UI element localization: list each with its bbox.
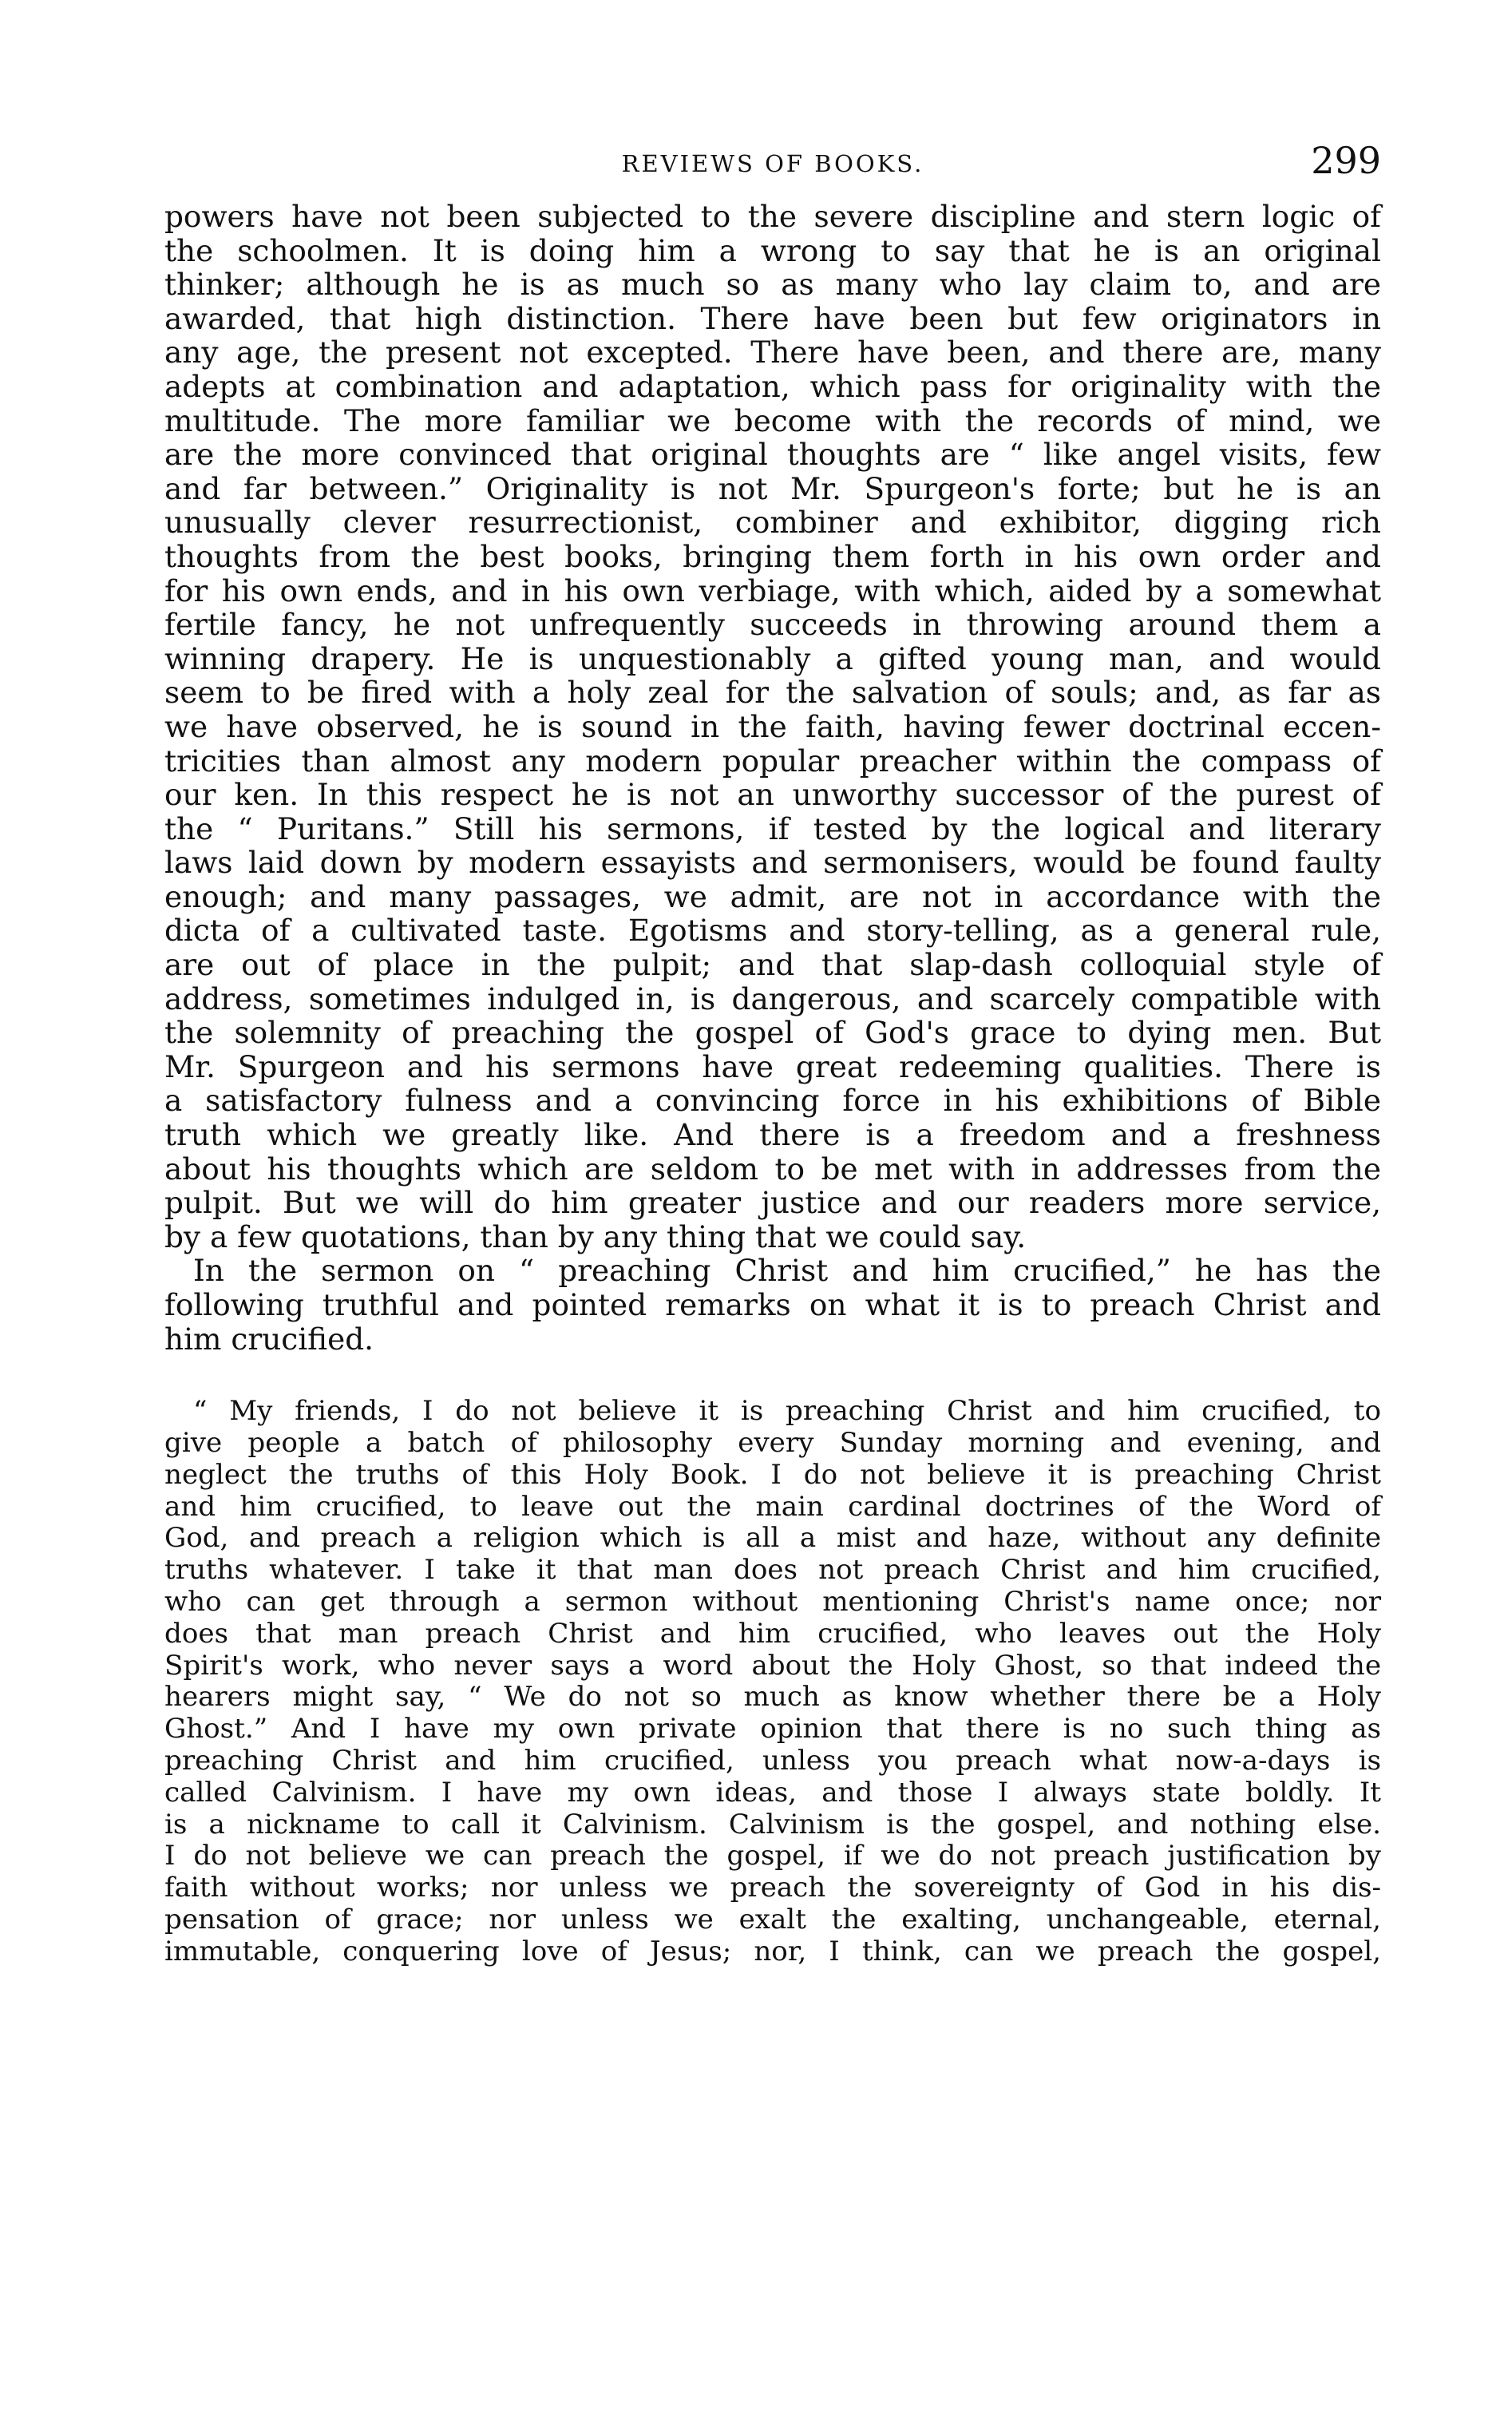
text-line: thinker; although he is as much so as many who lay claim to, and are — [164, 267, 1381, 303]
quote-line: Ghost.” And I have my own private opinion that there is no such thing as — [164, 1713, 1381, 1745]
quote-line: who can get through a sermon without mentioning Christ's name once; nor — [164, 1585, 1381, 1618]
text-line: awarded, that high distinction. There have been but few originators in — [164, 300, 1381, 336]
text-line: truth which we greatly like. And there is a freedom and a freshness — [164, 1117, 1381, 1153]
body-text — [164, 200, 1381, 1356]
quote-line: God, and preach a religion which is all a mist and haze, without any definite — [164, 1522, 1381, 1555]
running-head: REVIEWS OF BOOKS. — [621, 150, 924, 177]
quote-line: faith without works; nor unless we preach the sovereignty of God in his dis- — [164, 1872, 1381, 1904]
page-header — [164, 136, 1381, 200]
text-line: we have observed, he is sound in the faith, having fewer doctrinal eccen- — [164, 708, 1381, 744]
text-line: for his own ends, and in his own verbiage, with which, aided by a somewhat — [164, 573, 1381, 608]
page-number: 299 — [1311, 139, 1381, 182]
text-line: are the more convinced that original thoughts are “ like angel visits, few — [164, 437, 1381, 473]
quote-line: pensation of grace; nor unless we exalt the exalting, unchangeable, eternal, — [164, 1903, 1381, 1936]
quote-line: hearers might say, “ We do not so much as know whether there be a Holy — [164, 1681, 1381, 1714]
quote-line: neglect the truths of this Holy Book. I do not believe it is preaching Christ — [164, 1458, 1381, 1491]
quote-line: Spirit's work, who never says a word about the Holy Ghost, so that indeed the — [164, 1649, 1381, 1682]
text-line: are out of place in the pulpit; and that slap-dash colloquial style of — [164, 947, 1381, 983]
text-line: multitude. The more familiar we become with the records of mind, we — [164, 402, 1381, 438]
quote-line: and him crucified, to leave out the main cardinal doctrines of the Word of — [164, 1490, 1381, 1523]
paragraph-1 — [164, 200, 1381, 1254]
text-line: the solemnity of preaching the gospel of God's grace to dying men. But — [164, 1015, 1381, 1051]
quote-line: is a nickname to call it Calvinism. Calvinism is the gospel, and nothing else. — [164, 1808, 1381, 1841]
text-line: enough; and many passages, we admit, are not in accordance with the — [164, 878, 1381, 914]
quote-line: I do not believe we can preach the gospel, if we do not preach justification by — [164, 1840, 1381, 1872]
text-line: following truthful and pointed remarks on what it is to preach Christ and — [164, 1287, 1381, 1322]
paragraph-2 — [164, 1254, 1381, 1356]
text-line: by a few quotations, than by any thing that we could say. — [164, 1218, 1027, 1254]
text-line: tricities than almost any modern popular preacher within the compass of — [164, 743, 1381, 779]
text-line: dicta of a cultivated taste. Egotisms and story-telling, as a general rule, — [164, 913, 1381, 949]
text-line: about his thoughts which are seldom to be met with in addresses from the — [164, 1151, 1381, 1187]
text-line: Mr. Spurgeon and his sermons have great redeeming qualities. There is — [164, 1048, 1381, 1084]
page — [164, 136, 1381, 1968]
text-line: seem to be fired with a holy zeal for the salvation of souls; and, as far as — [164, 675, 1381, 711]
text-line: address, sometimes indulged in, is dangerous, and scarcely compatible with — [164, 981, 1381, 1016]
text-line: him crucified. — [164, 1321, 374, 1357]
text-line: laws laid down by modern essayists and sermonisers, would be found faulty — [164, 845, 1381, 881]
text-line: thoughts from the best books, bringing them forth in his own order and — [164, 538, 1381, 574]
text-line: adepts at combination and adaptation, which pass for originality with the — [164, 368, 1381, 404]
text-line: the schoolmen. It is doing him a wrong to say that he is an original — [164, 232, 1381, 268]
text-line: fertile fancy, he not unfrequently succeeds in throwing around them a — [164, 607, 1381, 643]
text-line: and far between.” Originality is not Mr. Spurgeon's forte; but he is an — [164, 470, 1381, 506]
text-line: winning drapery. He is unquestionably a gifted young man, and would — [164, 640, 1381, 676]
text-line: In the sermon on “ preaching Christ and him crucified,” he has the — [193, 1253, 1381, 1289]
text-line: powers have not been subjected to the severe discipline and stern logic of — [164, 199, 1381, 234]
quote-line: does that man preach Christ and him crucified, who leaves out the Holy — [164, 1617, 1381, 1650]
quote-line: called Calvinism. I have my own ideas, and those I always state boldly. It — [164, 1776, 1381, 1809]
block-quote — [164, 1396, 1381, 1967]
text-line: a satisfactory fulness and a convincing force in his exhibitions of Bible — [164, 1083, 1381, 1119]
quote-line: immutable, conquering love of Jesus; nor, I think, can we preach the gospel, — [164, 1935, 1381, 1967]
quote-line: give people a batch of philosophy every Sunday morning and evening, and — [164, 1426, 1381, 1459]
text-line: our ken. In this respect he is not an unworthy successor of the purest of — [164, 777, 1381, 813]
text-line: any age, the present not excepted. There have been, and there are, many — [164, 335, 1381, 370]
text-line: the “ Puritans.” Still his sermons, if tested by the logical and literary — [164, 810, 1381, 846]
quote-line: preaching Christ and him crucified, unless you preach what now-a-days is — [164, 1744, 1381, 1777]
text-line: pulpit. But we will do him greater justice and our readers more service, — [164, 1185, 1381, 1221]
text-line: unusually clever resurrectionist, combiner and exhibitor, digging rich — [164, 505, 1381, 541]
quote-line: “ My friends, I do not believe it is preaching Christ and him crucified, to — [193, 1395, 1381, 1428]
quote-line: truths whatever. I take it that man does not preach Christ and him crucified, — [164, 1554, 1381, 1587]
